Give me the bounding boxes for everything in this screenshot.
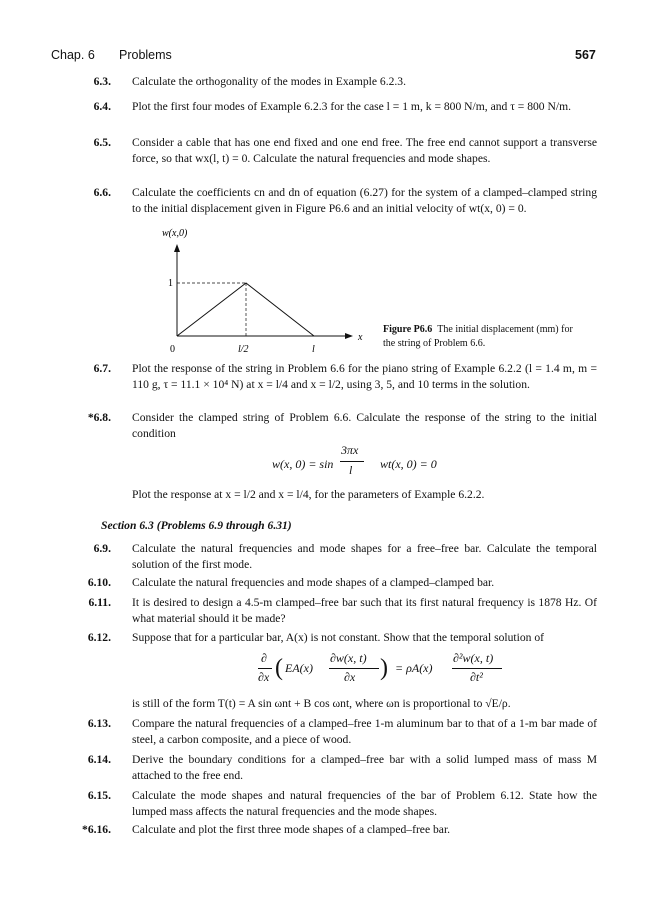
- figure-p6-6: [150, 226, 365, 356]
- problem-text: Suppose that for a particular bar, A(x) is not constant. Show that the temporal solution of: [132, 631, 544, 644]
- problem-text: Calculate the coefficients cn and dn of equation (6.27) for the system of a clamped–clamped string to the initial displacement given in Figure P6.6 and an initial velocity of wt(x, 0) = 0.: [132, 186, 597, 215]
- problem-text: Calculate the natural frequencies and mode shapes of a clamped–clamped bar.: [132, 576, 495, 589]
- equation-6-8: [272, 443, 472, 479]
- problem-6-12-after: is still of the form T(t) = A sin ωnt + B cos ωnt, where ωn is proportional to √E/ρ.: [132, 697, 511, 710]
- eq-dt2: ∂t²: [470, 670, 483, 684]
- problem-number: *6.8.: [87, 411, 111, 424]
- x-tick-0: 0: [170, 344, 175, 355]
- section-heading: Section 6.3 (Problems 6.9 through 6.31): [101, 519, 292, 532]
- problem-number: 6.11.: [88, 596, 111, 609]
- problem-6-8-after: Plot the response at x = l/2 and x = l/4, for the parameters of Example 6.2.2.: [132, 488, 485, 501]
- problem-number: 6.12.: [87, 631, 111, 644]
- displacement-curve: [177, 283, 314, 336]
- y-axis-label: w(x,0): [162, 228, 188, 239]
- page-number: 567: [575, 48, 596, 62]
- problem-6-9: [86, 541, 597, 573]
- problem-number: 6.9.: [93, 542, 111, 555]
- problem-text: Calculate the natural frequencies and mode shapes for a free–free bar. Calculate the temporal solution of the first mode.: [132, 542, 597, 571]
- chapter-label: Chap. 6: [51, 48, 95, 62]
- problem-text: Plot the first four modes of Example 6.2.3 for the case l = 1 m, k = 800 N/m, and τ = 800 N/m.: [132, 100, 572, 113]
- problem-6-14: [86, 752, 597, 784]
- problem-number: 6.10.: [87, 576, 111, 589]
- problem-6-12: [86, 630, 597, 646]
- caption-text: The initial displacement (mm) for the string of Problem 6.6.: [383, 324, 573, 349]
- section-label: Problems: [119, 48, 172, 62]
- eq-partial: ∂: [261, 651, 267, 665]
- eq-rho-a: = ρA(x): [395, 661, 433, 675]
- problem-6-5: [86, 135, 597, 167]
- eq-numerator: 3πx: [341, 443, 359, 457]
- problem-6-10: [86, 575, 597, 591]
- x-tick-mid: l/2: [238, 344, 249, 355]
- eq-dx: ∂x: [344, 670, 356, 684]
- problem-text: Calculate the orthogonality of the modes in Example 6.2.3.: [132, 75, 406, 88]
- eq-denominator: l: [349, 463, 353, 477]
- problem-number: *6.16.: [82, 823, 111, 836]
- problem-6-8: [86, 410, 597, 442]
- eq-d2w: ∂²w(x, t): [453, 651, 494, 665]
- eq-rhs: wt(x, 0) = 0: [380, 457, 437, 471]
- eq-dw: ∂w(x, t): [330, 651, 367, 665]
- problem-6-11: [86, 595, 597, 627]
- problem-text: Consider the clamped string of Problem 6.6. Calculate the response of the string to the initial condition: [132, 411, 597, 440]
- problem-text: Derive the boundary conditions for a clamped–free bar with a solid lumped mass of mass M attached to the free end.: [132, 753, 597, 782]
- problem-text: It is desired to design a 4.5-m clamped–free bar such that its first natural frequency is 1878 Hz. Of what material should it be made?: [132, 596, 597, 625]
- problem-text: Compare the natural frequencies of a clamped–free 1-m aluminum bar to that of a 1-m bar made of steel, a carbon composite, and a piece of wood.: [132, 717, 597, 746]
- problem-text: Plot the response of the string in Problem 6.6 for the piano string of Example 6.2.2 (l = 1.4 m, m = 110 g, τ = 11.1 × 10⁴ N) at x = l/4 and x = l/2, using 3, 5, and 10 terms in the solution.: [132, 362, 597, 391]
- problem-6-7: [86, 361, 597, 393]
- problem-text: Calculate and plot the first three mode shapes of a clamped–free bar.: [132, 823, 451, 836]
- eq-lhs: w(x, 0) = sin: [272, 457, 334, 471]
- figure-caption: [383, 323, 583, 351]
- problem-6-4: [86, 99, 597, 115]
- eq-ea: EA(x): [285, 661, 313, 675]
- problem-6-15: [86, 788, 597, 820]
- y-tick-1: 1: [168, 278, 173, 289]
- problem-number: 6.3.: [93, 75, 111, 88]
- x-axis-label: x: [358, 332, 363, 343]
- x-tick-end: l: [312, 344, 315, 355]
- problem-number: 6.13.: [87, 717, 111, 730]
- problem-6-3: [86, 74, 597, 90]
- problem-text: Consider a cable that has one end fixed and one end free. The free end cannot support a transverse force, so that wx(l, t) = 0. Calculate the natural frequencies and mode shapes.: [132, 136, 597, 165]
- caption-label: Figure P6.6: [383, 324, 433, 335]
- eq-partial-x: ∂x: [258, 670, 270, 684]
- problem-text: Calculate the mode shapes and natural frequencies of the bar of Problem 6.12. State how the lumped mass affects the natural frequencies and the mode shapes.: [132, 789, 597, 818]
- problem-number: 6.6.: [93, 186, 111, 199]
- problem-number: 6.5.: [93, 136, 111, 149]
- problem-number: 6.4.: [93, 100, 111, 113]
- problem-number: 6.15.: [87, 789, 111, 802]
- equation-6-12: ∂ ∂x ( EA(x) ∂w(x, t) ∂x ) = ρA(x) ∂²w(x, t) ∂t²: [258, 651, 498, 691]
- problem-6-16: [82, 822, 597, 838]
- problem-number: 6.7.: [93, 362, 111, 375]
- problem-number: 6.14.: [87, 753, 111, 766]
- problem-6-6: [86, 185, 597, 217]
- problem-6-13: [86, 716, 597, 748]
